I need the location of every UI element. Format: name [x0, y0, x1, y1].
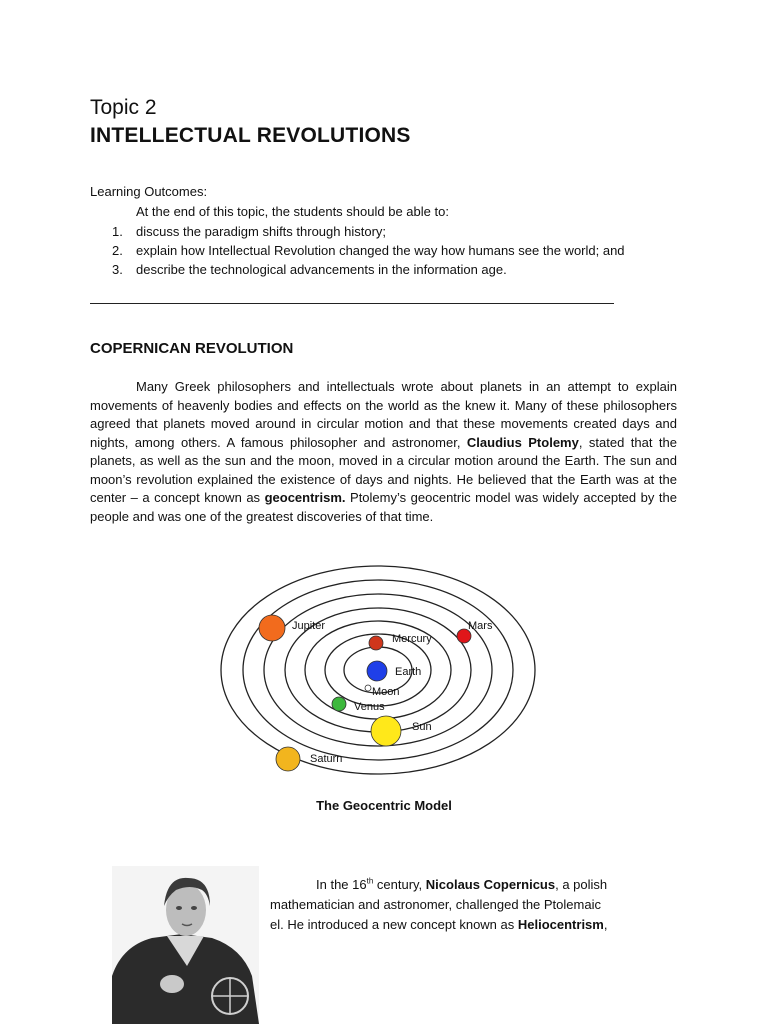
copernicus-portrait-image: [112, 866, 259, 1024]
topic-number: Topic 2: [90, 96, 157, 119]
learning-outcomes-list: [112, 222, 625, 279]
list-text: describe the technological advancements in the information age.: [136, 262, 507, 277]
body-paragraph: [90, 378, 677, 526]
geocentric-model-diagram: [218, 560, 550, 794]
superscript: th: [366, 877, 374, 886]
figure-caption: The Geocentric Model: [316, 798, 452, 813]
mercury-label: Mercury: [392, 633, 432, 645]
list-item: [112, 241, 625, 260]
emphasis-name: Nicolaus Copernicus: [425, 877, 556, 893]
paragraph-line: mathematician and astronomer, challenged the Ptolemaic: [270, 897, 601, 913]
list-number: 2.: [112, 243, 123, 258]
list-text: discuss the paradigm shifts through history;: [136, 224, 387, 239]
learning-outcomes-label: Learning Outcomes:: [90, 184, 208, 199]
saturn-planet: [276, 747, 300, 771]
paragraph-text: ,: [603, 917, 608, 933]
list-item: [112, 222, 625, 241]
paragraph-text: In the 16: [316, 877, 367, 893]
moon-label: Moon: [372, 686, 400, 698]
horizontal-divider: [90, 303, 614, 304]
paragraph-text: Many Greek philosophers and intellectuals wrote about planets in an attempt to explain movements of heavenly bodies and effects on the world as the knew it. Many of these philosophers agreed that planets moved around in circular motion and that these movements created days and nights, among others. A famous philosopher and astronomer,: [90, 379, 677, 450]
paragraph-text: Ptolemy’s geocentric model was widely accepted by the people and was one of the greatest discoveries of that time.: [90, 490, 677, 524]
paragraph-line: [270, 917, 607, 932]
mercury-planet: [369, 636, 383, 650]
paragraph-text: , a polish: [555, 877, 608, 893]
emphasis-name: Claudius Ptolemy: [466, 434, 579, 450]
learning-outcomes-intro: At the end of this topic, the students should be able to:: [136, 204, 449, 219]
paragraph-text: century,: [373, 877, 426, 893]
list-number: 1.: [112, 224, 123, 239]
copernicus-paragraph: [270, 872, 650, 935]
emphasis-term: Heliocentrism: [517, 917, 604, 933]
jupiter-planet: [259, 615, 285, 641]
moon-body: [365, 685, 371, 691]
earth-label: Earth: [395, 666, 422, 678]
venus-label: Venus: [354, 701, 385, 713]
paragraph-text: , stated that the planets, as well as the sun and the moon, moved in a circular motion around the Earth. The sun and moon’s revolution explained the existence of days and nights. He believed that the Earth was at the center – a concept known as: [90, 434, 678, 505]
sun-label: Sun: [412, 721, 432, 733]
venus-planet: [332, 697, 346, 711]
paragraph-line: [270, 877, 607, 892]
list-text: explain how Intellectual Revolution changed the way how humans see the world; and: [136, 243, 625, 258]
emphasis-term: geocentrism.: [264, 490, 346, 505]
paragraph-text: el. He introduced a new concept known as: [270, 917, 518, 933]
saturn-label: Saturn: [310, 753, 343, 765]
jupiter-label: Jupiter: [292, 620, 326, 632]
mars-label: Mars: [468, 620, 493, 632]
sun-body: [371, 716, 401, 746]
section-heading: COPERNICAN REVOLUTION: [90, 340, 294, 357]
list-number: 3.: [112, 262, 123, 277]
page-title: INTELLECTUAL REVOLUTIONS: [90, 124, 411, 147]
list-item: [112, 260, 625, 279]
earth-planet: [367, 661, 387, 681]
